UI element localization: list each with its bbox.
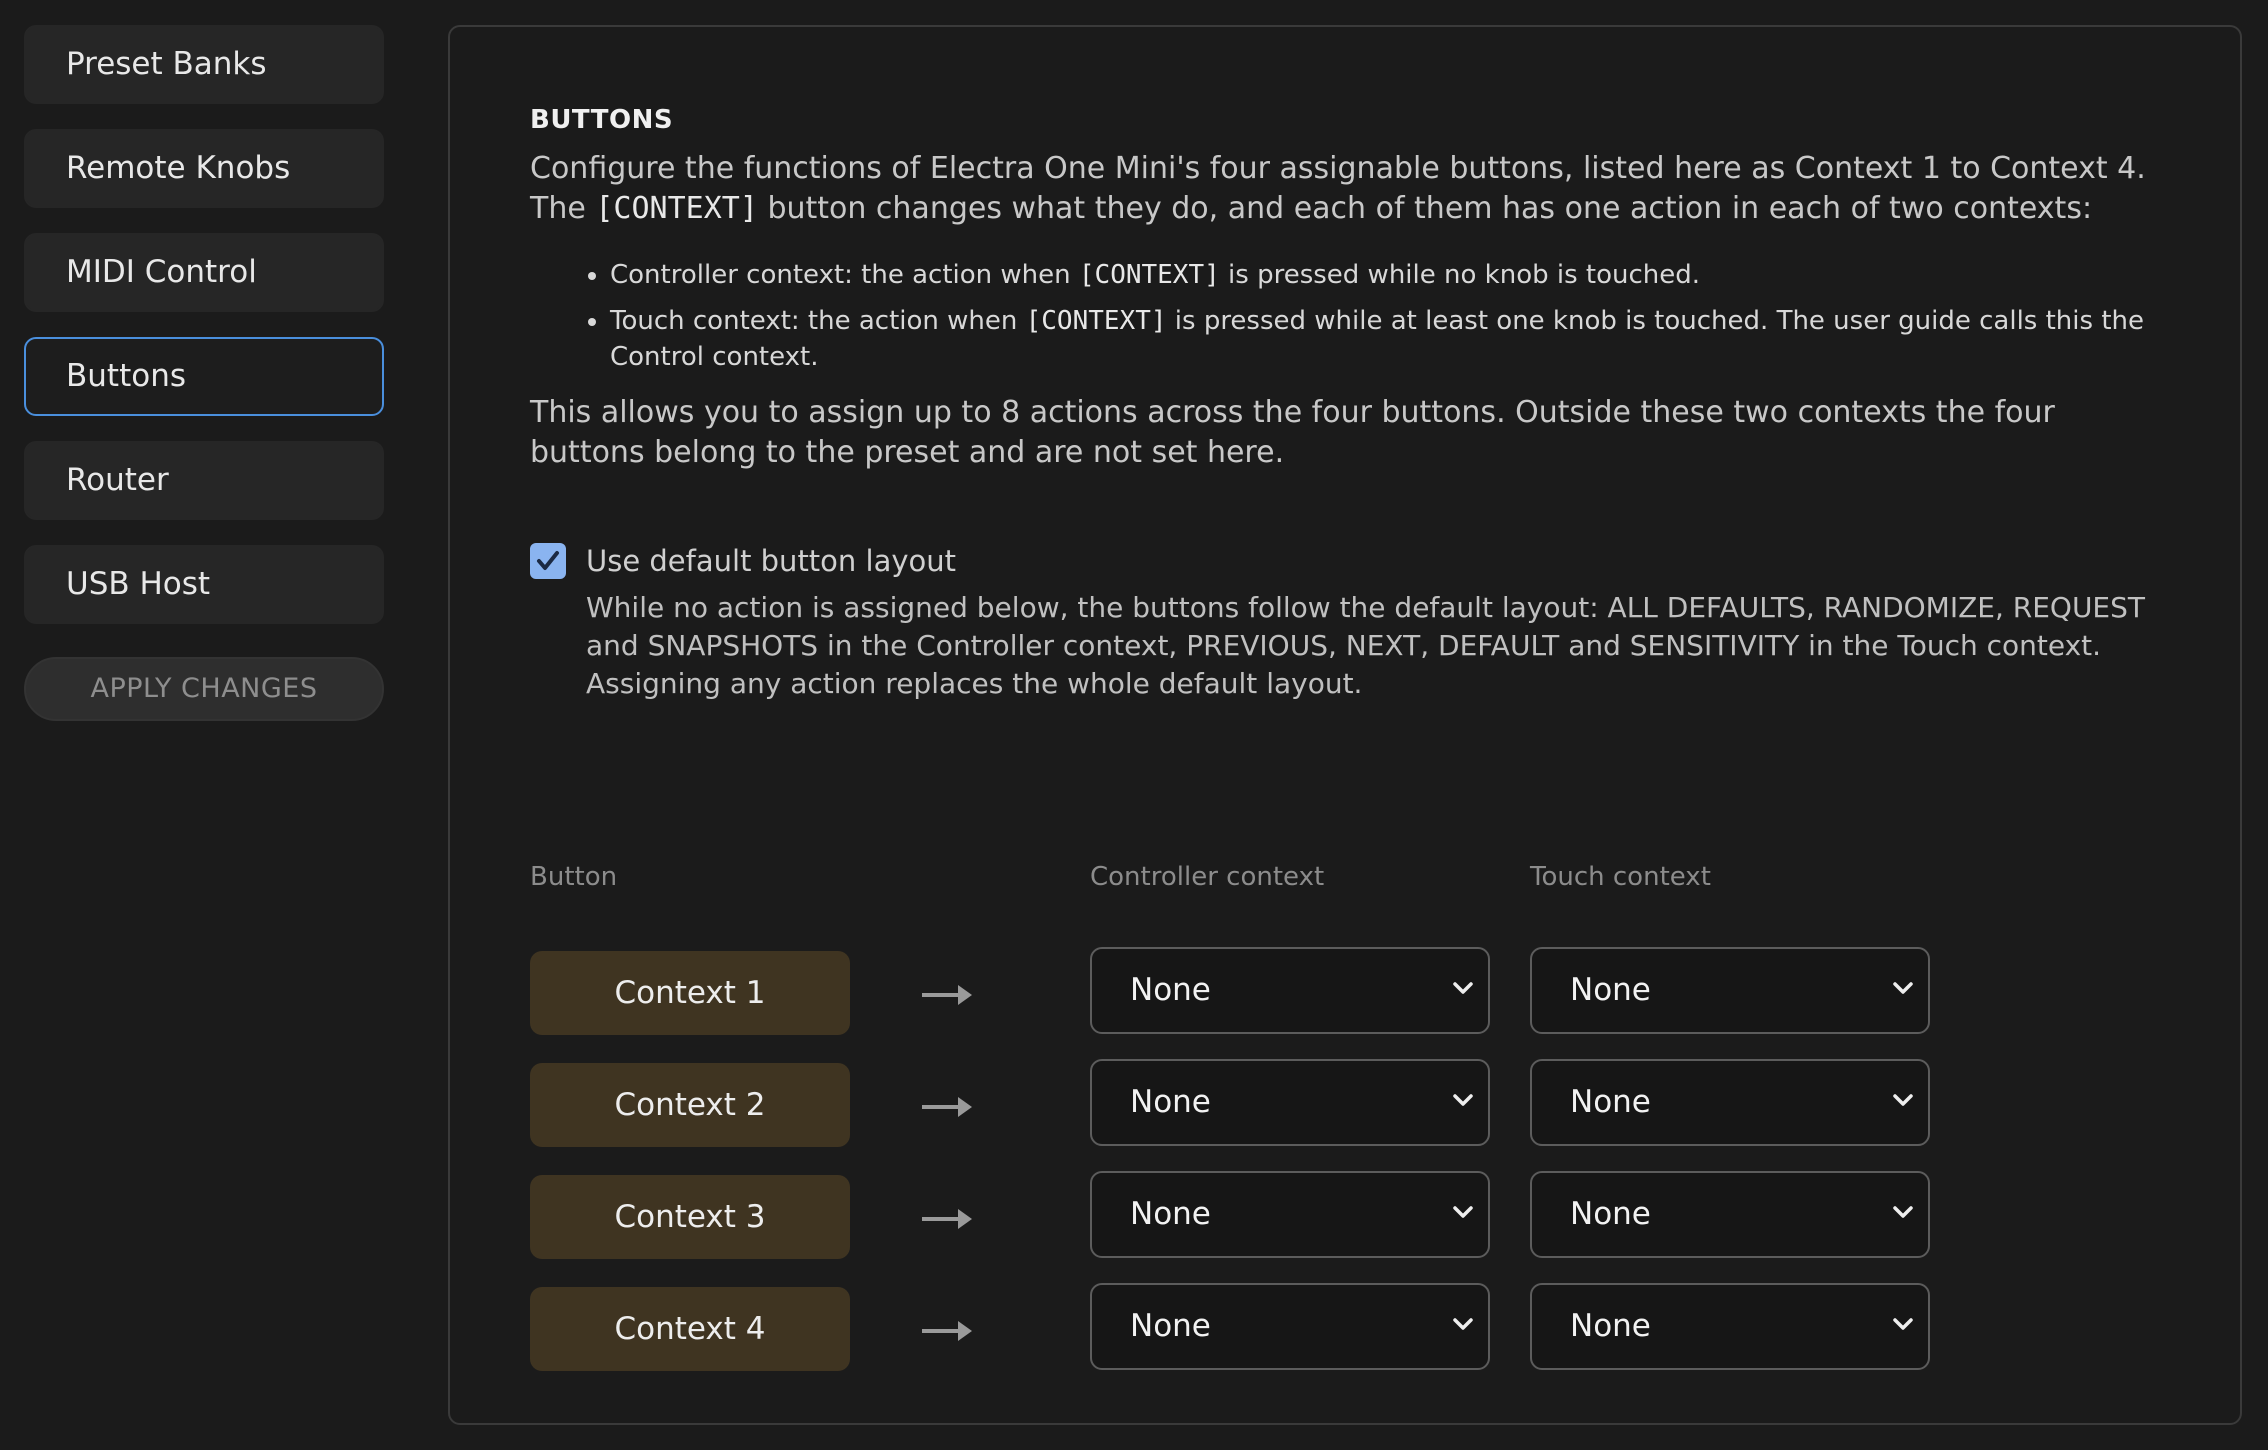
controller-context-select[interactable] bbox=[1090, 1283, 1490, 1370]
checkmark-icon bbox=[534, 547, 562, 575]
intro-text bbox=[530, 149, 2170, 229]
column-header-controller: Controller context bbox=[1090, 862, 1325, 892]
default-layout-option bbox=[530, 541, 2170, 703]
sidebar bbox=[24, 25, 384, 721]
table-row bbox=[530, 1175, 2030, 1262]
context-4-button[interactable]: Context 4 bbox=[530, 1287, 850, 1371]
default-layout-help: While no action is assigned below, the buttons follow the default layout: ALL DEFAULTS, RANDOMIZE, REQUEST and SNAPSHOTS in the Controller context, PREVIOUS, NEXT, DEFAULT and SENSITIVITY in the Touch context. Assigning any action replaces the whole default layout. bbox=[586, 591, 2146, 700]
column-header-touch: Touch context bbox=[1530, 862, 1711, 892]
arrow-right-icon bbox=[920, 975, 976, 1015]
list-item-touch-context bbox=[610, 303, 2170, 375]
select-value: None bbox=[1570, 972, 1651, 1008]
select-value: None bbox=[1130, 1196, 1211, 1232]
context-2-button[interactable]: Context 2 bbox=[530, 1063, 850, 1147]
chevron-down-icon bbox=[1892, 1317, 1914, 1331]
select-value: None bbox=[1570, 1308, 1651, 1344]
context-key-code: [CONTEXT] bbox=[1025, 306, 1167, 336]
table-row bbox=[530, 1287, 2030, 1374]
buttons-settings-panel bbox=[448, 25, 2242, 1425]
touch-context-select[interactable] bbox=[1530, 1283, 1930, 1370]
context-1-button[interactable]: Context 1 bbox=[530, 951, 850, 1035]
chevron-down-icon bbox=[1892, 1093, 1914, 1107]
chevron-down-icon bbox=[1892, 981, 1914, 995]
list-item-controller-context bbox=[610, 257, 2170, 293]
controller-context-select[interactable] bbox=[1090, 1171, 1490, 1258]
controller-context-select[interactable] bbox=[1090, 1059, 1490, 1146]
controller-context-select[interactable] bbox=[1090, 947, 1490, 1034]
touch-context-select[interactable] bbox=[1530, 1171, 1930, 1258]
bullet-text: Touch context: the action when bbox=[610, 306, 1026, 336]
arrow-right-icon bbox=[920, 1199, 976, 1239]
column-header-button: Button bbox=[530, 862, 618, 892]
select-value: None bbox=[1570, 1084, 1651, 1120]
chevron-down-icon bbox=[1452, 1205, 1474, 1219]
intro-line-2-pre: The bbox=[530, 191, 596, 226]
intro-line-2-post: button changes what they do, and each of them has one action in each of two contexts: bbox=[757, 191, 2093, 226]
sidebar-item-remote-knobs[interactable]: Remote Knobs bbox=[24, 129, 384, 208]
sidebar-item-buttons[interactable]: Buttons bbox=[24, 337, 384, 416]
chevron-down-icon bbox=[1892, 1205, 1914, 1219]
table-row bbox=[530, 951, 2030, 1038]
default-layout-checkbox[interactable] bbox=[530, 543, 566, 579]
sidebar-item-usb-host[interactable]: USB Host bbox=[24, 545, 384, 624]
context-3-button[interactable]: Context 3 bbox=[530, 1175, 850, 1259]
context-key-code: [CONTEXT] bbox=[595, 191, 758, 226]
intro-line-1: Configure the functions of Electra One Mini's four assignable buttons, listed here as Context 1 to Context 4. bbox=[530, 151, 2146, 186]
table-row bbox=[530, 1063, 2030, 1150]
context-list bbox=[530, 257, 2170, 375]
sidebar-item-router[interactable]: Router bbox=[24, 441, 384, 520]
select-value: None bbox=[1570, 1196, 1651, 1232]
chevron-down-icon bbox=[1452, 981, 1474, 995]
section-heading: BUTTONS bbox=[530, 105, 674, 135]
arrow-right-icon bbox=[920, 1311, 976, 1351]
outro-text: This allows you to assign up to 8 actions across the four buttons. Outside these two contexts the four buttons belong to the preset and are not set here. bbox=[530, 395, 2055, 470]
chevron-down-icon bbox=[1452, 1093, 1474, 1107]
bullet-text: Controller context: the action when bbox=[610, 260, 1079, 290]
select-value: None bbox=[1130, 1084, 1211, 1120]
sidebar-item-midi-control[interactable]: MIDI Control bbox=[24, 233, 384, 312]
sidebar-item-preset-banks[interactable]: Preset Banks bbox=[24, 25, 384, 104]
bullet-text: is pressed while no knob is touched. bbox=[1219, 260, 1701, 290]
context-key-code: [CONTEXT] bbox=[1078, 260, 1220, 290]
chevron-down-icon bbox=[1452, 1317, 1474, 1331]
bullet-text: is pressed while at least one knob is touched. The user guide calls this the Control context. bbox=[610, 306, 2144, 372]
select-value: None bbox=[1130, 1308, 1211, 1344]
arrow-right-icon bbox=[920, 1087, 976, 1127]
touch-context-select[interactable] bbox=[1530, 1059, 1930, 1146]
touch-context-select[interactable] bbox=[1530, 947, 1930, 1034]
apply-changes-button[interactable]: APPLY CHANGES bbox=[24, 657, 384, 721]
select-value: None bbox=[1130, 972, 1211, 1008]
panel-description bbox=[530, 105, 2170, 703]
default-layout-label[interactable]: Use default button layout bbox=[586, 544, 957, 578]
